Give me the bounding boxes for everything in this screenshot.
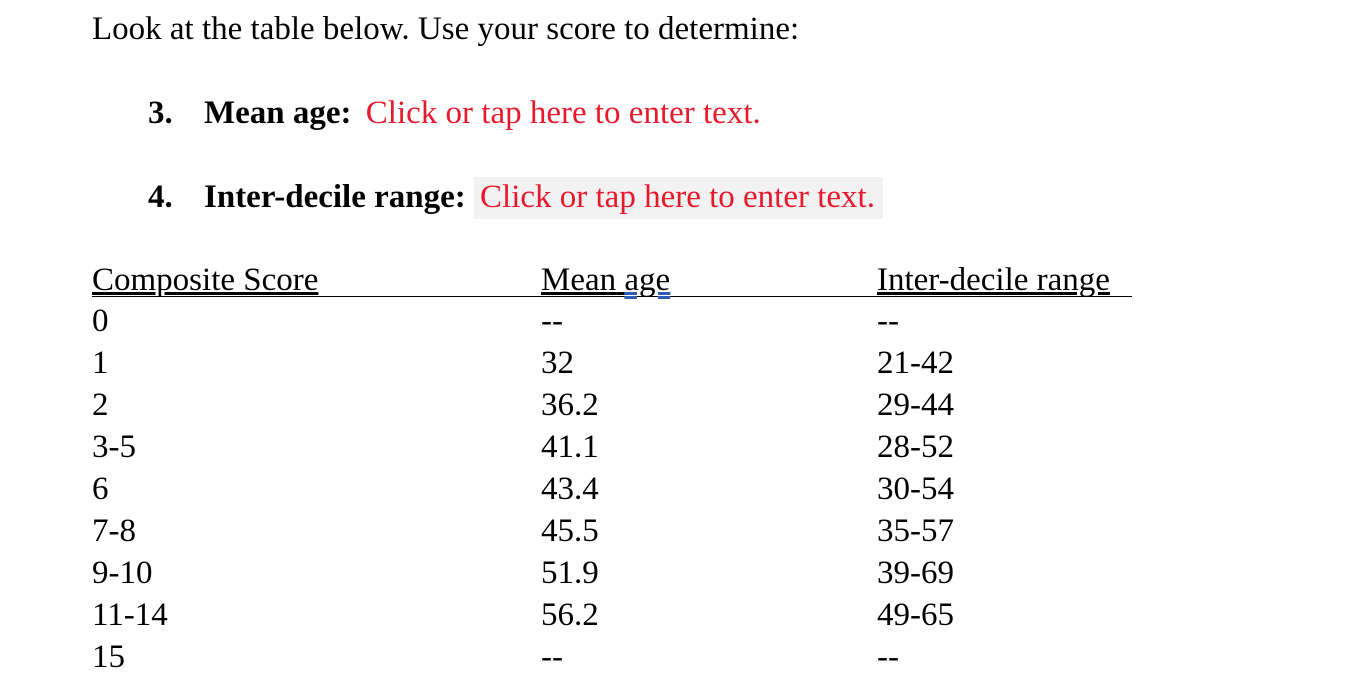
header-mean-age-word2: age xyxy=(624,262,671,298)
cell-composite-score: 2 xyxy=(92,387,109,423)
cell-mean-age: 36.2 xyxy=(541,387,599,423)
cell-composite-score: 15 xyxy=(92,639,125,675)
cell-mean-age: 43.4 xyxy=(541,471,599,507)
cell-inter-decile-range: 28-52 xyxy=(877,429,954,465)
table-row xyxy=(92,507,1132,549)
header-mean-age-word1: Mean xyxy=(541,262,617,298)
cell-mean-age: -- xyxy=(541,639,563,675)
table-row xyxy=(92,549,1132,591)
cell-composite-score: 0 xyxy=(92,303,109,339)
cell-composite-score: 3-5 xyxy=(92,429,136,465)
question-number: 3. xyxy=(148,95,173,131)
cell-inter-decile-range: 29-44 xyxy=(877,387,954,423)
question-number: 4. xyxy=(148,179,173,215)
cell-inter-decile-range: -- xyxy=(877,639,899,675)
cell-composite-score: 9-10 xyxy=(92,555,153,591)
cell-inter-decile-range: 35-57 xyxy=(877,513,954,549)
question-label: Mean age: xyxy=(204,95,352,131)
table-body xyxy=(92,297,1132,675)
cell-mean-age: 56.2 xyxy=(541,597,599,633)
score-table xyxy=(92,260,1132,675)
table-row xyxy=(92,633,1132,675)
header-mean-age xyxy=(541,260,670,300)
table-row xyxy=(92,465,1132,507)
table-row xyxy=(92,591,1132,633)
table-row xyxy=(92,423,1132,465)
header-composite-score: Composite Score xyxy=(92,262,319,298)
cell-mean-age: 41.1 xyxy=(541,429,599,465)
cell-inter-decile-range: 39-69 xyxy=(877,555,954,591)
cell-composite-score: 6 xyxy=(92,471,109,507)
cell-inter-decile-range: -- xyxy=(877,303,899,339)
table-header-row xyxy=(92,260,1132,297)
cell-mean-age: -- xyxy=(541,303,563,339)
table-row xyxy=(92,339,1132,381)
header-inter-decile-range: Inter-decile range xyxy=(877,262,1110,298)
cell-composite-score: 7-8 xyxy=(92,513,136,549)
cell-mean-age: 32 xyxy=(541,345,574,381)
cell-inter-decile-range: 21-42 xyxy=(877,345,954,381)
cell-inter-decile-range: 49-65 xyxy=(877,597,954,633)
question-label: Inter-decile range: xyxy=(204,179,466,215)
table-row xyxy=(92,297,1132,339)
table-row xyxy=(92,381,1132,423)
cell-mean-age: 45.5 xyxy=(541,513,599,549)
cell-composite-score: 1 xyxy=(92,345,109,381)
cell-composite-score: 11-14 xyxy=(92,597,168,633)
intro-text: Look at the table below. Use your score to determine: xyxy=(92,11,800,47)
cell-inter-decile-range: 30-54 xyxy=(877,471,954,507)
question-inter-decile-range xyxy=(148,176,883,218)
mean-age-input-field[interactable]: Click or tap here to enter text. xyxy=(365,95,761,131)
question-mean-age xyxy=(148,92,767,134)
cell-mean-age: 51.9 xyxy=(541,555,599,591)
inter-decile-range-input-field[interactable]: Click or tap here to enter text. xyxy=(474,177,883,219)
